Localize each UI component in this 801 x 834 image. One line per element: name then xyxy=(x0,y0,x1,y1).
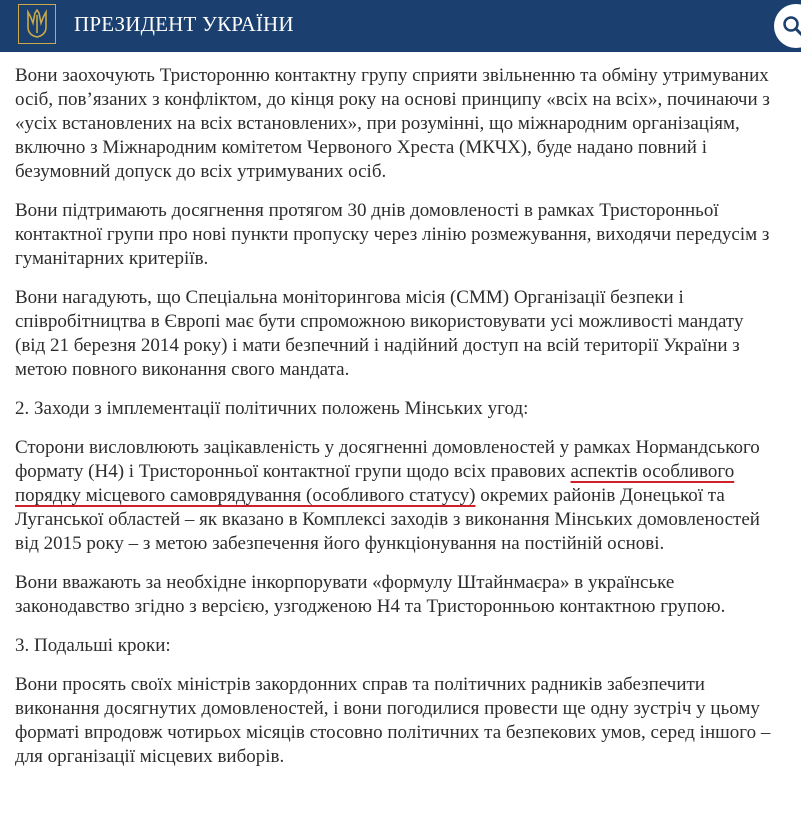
article-paragraph: Вони заохочують Тристоронню контактну групу сприяти звільненню та обміну утримуваних осіб, пов’язаних з конфліктом, до кінця року на основі принципу «всіх на всіх», починаючи з «усіх встановлених на всіх встановлених», при розумінні, що міжнародним організаціям, включно з Міжнародним комітетом Червоного Хреста (МКЧХ), буде надано повний і безумовний допуск до всіх утримуваних осіб. xyxy=(15,65,770,182)
article-body xyxy=(15,22,775,784)
site-header xyxy=(0,0,801,52)
article-paragraph: Вони нагадують, що Спеціальна моніторингова місія (СММ) Організації безпеки і співробітництва в Європі має бути спроможною використовувати усі можливості мандату (від 21 березня 2014 року) і мати безпечний і надійний доступ на всій території України з метою повного виконання свого мандата. xyxy=(15,287,744,380)
section-heading: 2. Заходи з імплементації політичних положень Мінських угод: xyxy=(15,398,529,419)
paragraph-text: Сторони висловлюють зацікавленість у досягненні домовленостей у рамках Нормандського формату (Н4) і Тристоронньої контактної групи щодо всіх правових xyxy=(15,437,760,482)
site-title[interactable]: ПРЕЗИДЕНТ УКРАЇНИ xyxy=(74,12,294,36)
paragraph-text: окремих районів Донецької та Луганської областей – як вказано в Комплексі заходів з виконання Мінських домовленостей від 2015 року – з метою забезпечення його функціонування на постійній основі. xyxy=(15,485,760,554)
underlined-highlight: аспектів особливого порядку місцевого самоврядування (особливого статусу) xyxy=(15,461,735,506)
article-paragraph: Вони просять своїх міністрів закордонних справ та політичних радників забезпечити виконання досягнутих домовленостей, і вони погодилися провести ще одну зустріч у цьому форматі впродовж чотирьох місяців стосовно політичних та безпекових умов, серед іншого – для організації місцевих виборів. xyxy=(15,674,771,767)
coat-of-arms-trident-icon[interactable] xyxy=(18,4,56,44)
search-button[interactable] xyxy=(774,4,801,48)
article-paragraph xyxy=(15,436,775,556)
article-paragraph: Вони вважають за необхідне інкорпорувати «формулу Штайнмаєра» в українське законодавство згідно з версією, узгодженою Н4 та Тристоронньою контактною групою. xyxy=(15,572,726,617)
search-icon xyxy=(782,15,801,37)
section-heading: 3. Подальші кроки: xyxy=(15,635,171,656)
article-paragraph: Вони підтримають досягнення протягом 30 днів домовленості в рамках Тристоронньої контактної групи про нові пункти пропуску через лінію розмежування, виходячи передусім з гуманітарних критеріїв. xyxy=(15,200,770,269)
